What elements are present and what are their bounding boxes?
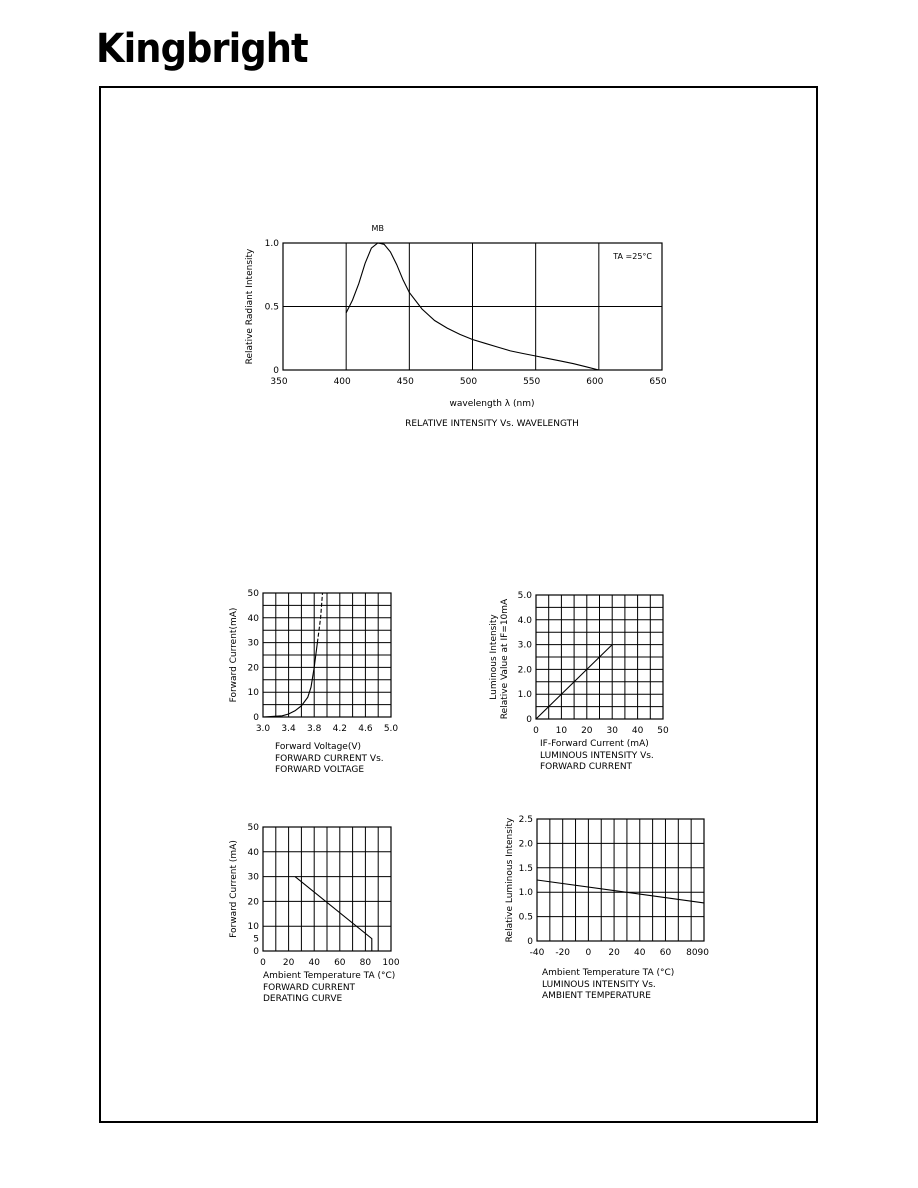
- x-tick-label: 0: [585, 948, 592, 958]
- y-tick-label: 10: [247, 922, 259, 933]
- series-line: [537, 880, 704, 903]
- y-tick-label: 5.0: [517, 591, 532, 601]
- x-tick-label: 500: [459, 377, 478, 387]
- chart-forward-current-vs-voltage: [222, 585, 422, 780]
- x-tick-label: 4.2: [332, 724, 347, 734]
- x-tick-label: 40: [308, 958, 320, 968]
- y-tick-label: 5: [253, 934, 259, 945]
- temperature-annotation: TA =25°C: [613, 252, 652, 261]
- y-tick-label: 0: [527, 937, 533, 947]
- y-tick-label: 30: [247, 872, 259, 883]
- y-tick-label: 2.0: [518, 839, 533, 850]
- kingbright-logo: Kingbright: [96, 26, 308, 72]
- x-tick-label: 650: [649, 377, 667, 387]
- x-tick-label: 3.8: [307, 724, 322, 734]
- x-tick-label: 0: [260, 958, 266, 968]
- x-tick-label: 3.0: [255, 724, 271, 734]
- y-tick-label: 30: [247, 638, 259, 649]
- x-tick-label: 350: [270, 377, 288, 387]
- chart-luminous-intensity-vs-current: [488, 585, 688, 780]
- chart-relative-intensity-vs-wavelength: [230, 220, 690, 435]
- x-tick-label: 0: [533, 726, 539, 736]
- chart-caption: FORWARD CURRENT Vs.: [275, 754, 384, 764]
- plot-frame: [537, 819, 704, 941]
- chart-caption: LUMINOUS INTENSITY Vs.: [540, 751, 654, 761]
- x-tick-label: 8090: [686, 948, 710, 958]
- x-tick-label: 50: [657, 726, 669, 736]
- x-tick-label: 4.6: [358, 724, 373, 734]
- y-tick-label: 0.5: [518, 912, 533, 923]
- x-tick-label: 40: [634, 948, 646, 958]
- y-tick-label: 4.0: [517, 615, 532, 626]
- x-tick-label: 400: [333, 377, 351, 387]
- chart-caption: FORWARD CURRENT: [263, 983, 356, 993]
- y-axis-label: Luminous Intensity: [489, 614, 499, 700]
- y-axis-label: Relative Radiant Intensity: [245, 248, 255, 365]
- x-tick-label: 60: [334, 958, 346, 968]
- chart-caption: DERATING CURVE: [263, 994, 343, 1004]
- y-axis-label: Forward Current (mA): [229, 840, 239, 938]
- y-tick-label: 1.5: [518, 863, 533, 874]
- y-axis-label: Relative Luminous Intensity: [505, 817, 515, 943]
- x-tick-label: 30: [606, 726, 618, 736]
- chart-forward-current-derating: [222, 820, 422, 1015]
- x-axis-label: Ambient Temperature TA (°C): [542, 968, 675, 978]
- y-tick-label: 20: [247, 663, 259, 674]
- chart-caption: LUMINOUS INTENSITY Vs.: [542, 980, 656, 990]
- y-tick-label: 10: [247, 688, 259, 699]
- chart-caption: FORWARD VOLTAGE: [275, 765, 365, 775]
- y-axis-label: Forward Current(mA): [229, 607, 239, 703]
- series-line: [295, 877, 372, 951]
- x-tick-label: 40: [631, 726, 644, 736]
- x-tick-label: 20: [581, 726, 593, 736]
- y-tick-label: 2.5: [518, 815, 533, 825]
- y-tick-label: 0: [253, 947, 259, 957]
- y-tick-label: 2.0: [517, 665, 532, 676]
- x-tick-label: -40: [529, 948, 545, 958]
- y-tick-label: 1.0: [517, 690, 532, 701]
- y-tick-label: 0: [253, 713, 259, 723]
- x-tick-label: 80: [359, 958, 372, 968]
- x-tick-label: -20: [555, 948, 571, 958]
- x-tick-label: 20: [608, 948, 620, 958]
- y-tick-label: 20: [247, 897, 259, 908]
- x-tick-label: 450: [396, 377, 414, 387]
- x-tick-label: 600: [586, 377, 604, 387]
- x-axis-label: Forward Voltage(V): [275, 742, 361, 752]
- x-axis-label: Ambient Temperature TA (°C): [263, 971, 396, 981]
- y-tick-label: 0.5: [264, 302, 279, 313]
- y-tick-label: 1.0: [264, 239, 279, 249]
- x-tick-label: 3.4: [281, 724, 296, 734]
- y-tick-label: 3.0: [517, 640, 532, 651]
- y-tick-label: 40: [247, 847, 259, 858]
- x-tick-label: 60: [659, 948, 672, 958]
- series-label: MB: [371, 224, 384, 233]
- y-tick-label: 0: [526, 715, 532, 725]
- y-tick-label: 40: [247, 613, 259, 624]
- chart-caption: FORWARD CURRENT: [540, 762, 633, 772]
- x-tick-label: 100: [382, 958, 400, 968]
- x-axis-label: IF-Forward Current (mA): [540, 739, 649, 749]
- y-axis-label-secondary: Relative Value at IF=10mA: [500, 598, 510, 720]
- x-tick-label: 5.0: [383, 724, 399, 734]
- chart-luminous-intensity-vs-temperature: [500, 805, 720, 1015]
- y-tick-label: 50: [247, 823, 259, 833]
- x-tick-label: 10: [555, 726, 568, 736]
- y-tick-label: 1.0: [518, 888, 533, 899]
- chart-caption: RELATIVE INTENSITY Vs. WAVELENGTH: [405, 419, 579, 429]
- x-tick-label: 550: [523, 377, 541, 387]
- chart-caption: AMBIENT TEMPERATURE: [542, 991, 651, 1001]
- x-axis-label: wavelength λ (nm): [449, 399, 535, 409]
- y-tick-label: 0: [273, 366, 279, 376]
- y-tick-label: 50: [247, 589, 259, 599]
- x-tick-label: 20: [282, 958, 295, 968]
